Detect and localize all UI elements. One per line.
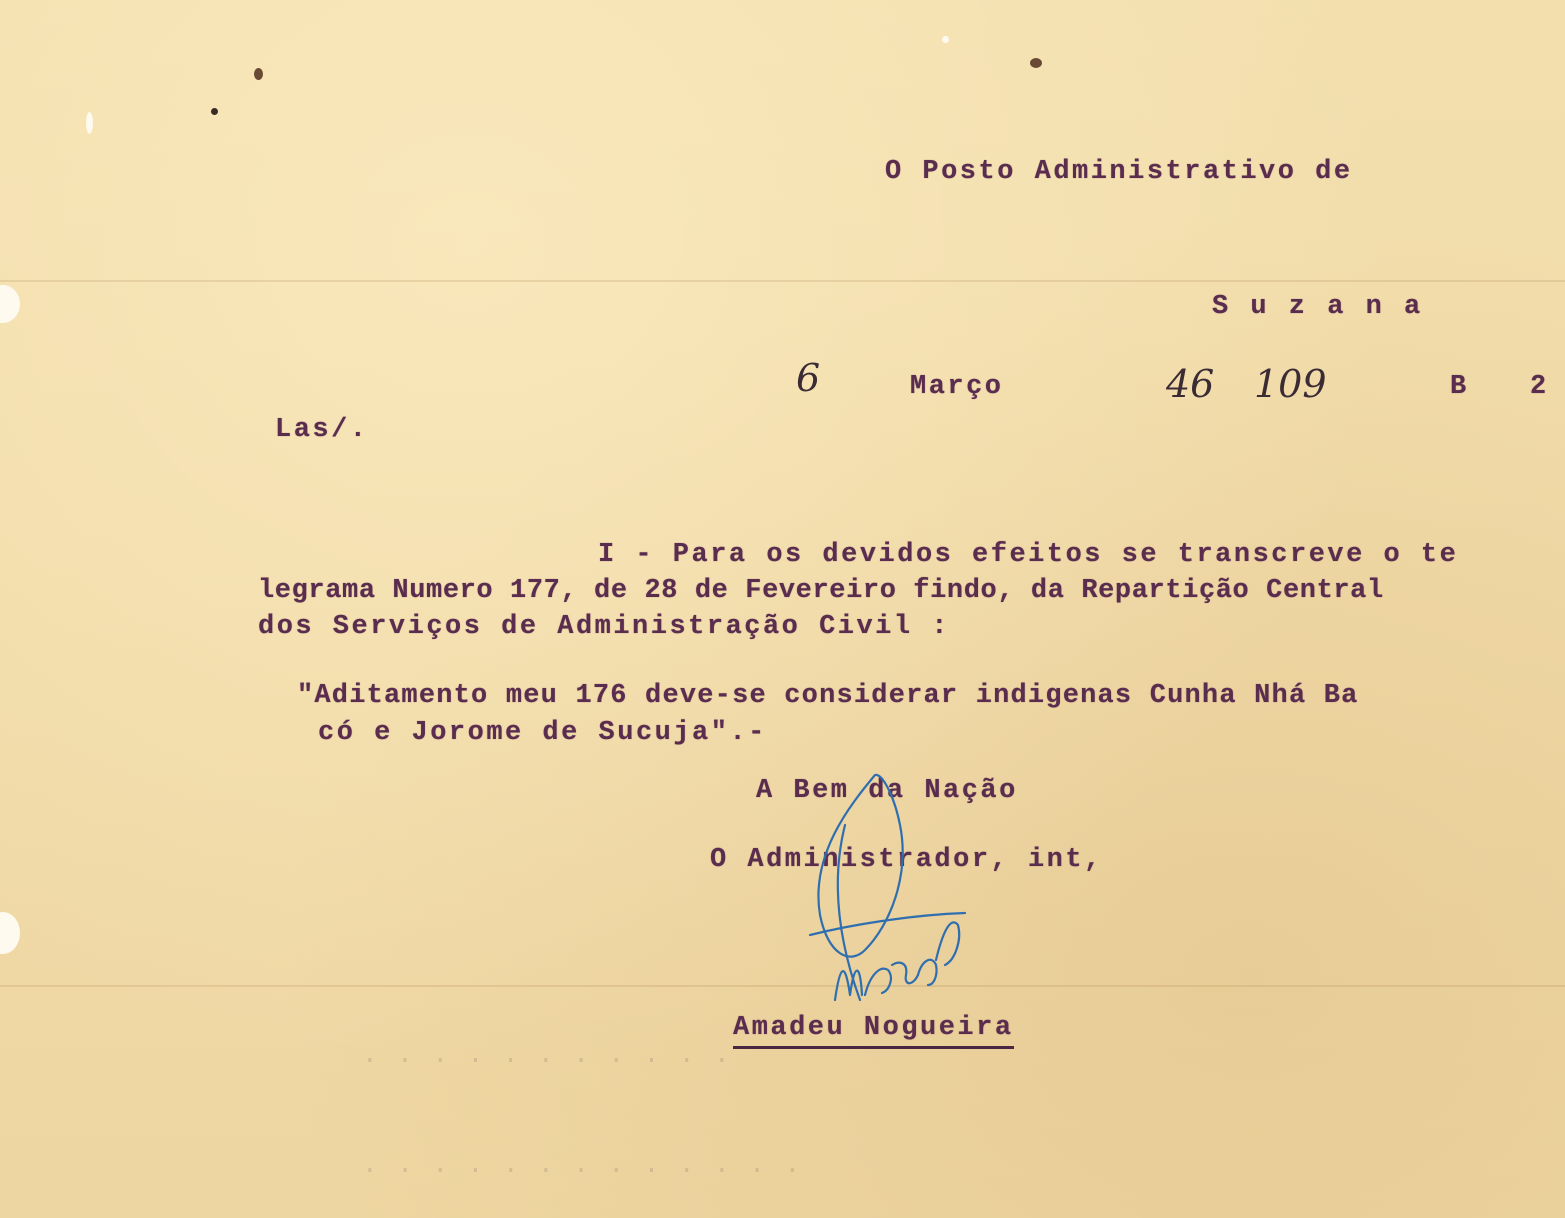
body-line-1: I - Para os devidos efeitos se transcreve o te xyxy=(598,540,1459,570)
pin-hole xyxy=(86,112,93,134)
signatory-name: Amadeu Nogueira xyxy=(733,1013,1014,1049)
pin-hole xyxy=(942,36,949,43)
quote-line-1: "Aditamento meu 176 deve-se considerar indigenas Cunha Nhá Ba xyxy=(297,681,1359,711)
punch-hole-top xyxy=(0,285,20,323)
pin-hole xyxy=(211,108,218,115)
paper-fold xyxy=(0,280,1565,282)
reverse-bleed-text: . . . . . . . . . . . xyxy=(360,1040,730,1070)
header-office: O Posto Administrativo de xyxy=(885,157,1353,187)
series-number: 2 xyxy=(1530,372,1549,402)
pin-hole xyxy=(1030,58,1042,68)
punch-hole-bottom xyxy=(0,912,20,954)
body-line-2: legrama Numero 177, de 28 de Fevereiro findo, da Repartição Central xyxy=(258,576,1384,606)
quote-line-2: có e Jorome de Sucuja".- xyxy=(318,718,767,748)
reverse-bleed-text: . . . . . . . . . . . . . xyxy=(360,1150,801,1180)
signatory-role: O Administrador, int, xyxy=(710,845,1103,875)
handwritten-signature xyxy=(790,765,990,1015)
pin-hole xyxy=(254,68,263,80)
series-letter: B xyxy=(1450,372,1469,402)
date-day: 6 xyxy=(796,356,821,400)
date-month: Março xyxy=(910,372,1004,402)
header-place: S u z a n a xyxy=(1212,292,1424,322)
date-year: 46 xyxy=(1166,362,1215,406)
addressee: Las/. xyxy=(275,415,369,445)
body-line-3: dos Serviços de Administração Civil : xyxy=(258,612,950,642)
reference-number: 109 xyxy=(1254,362,1327,406)
closing-salutation: A Bem da Nação xyxy=(756,776,1018,806)
paper-fold xyxy=(0,985,1565,987)
